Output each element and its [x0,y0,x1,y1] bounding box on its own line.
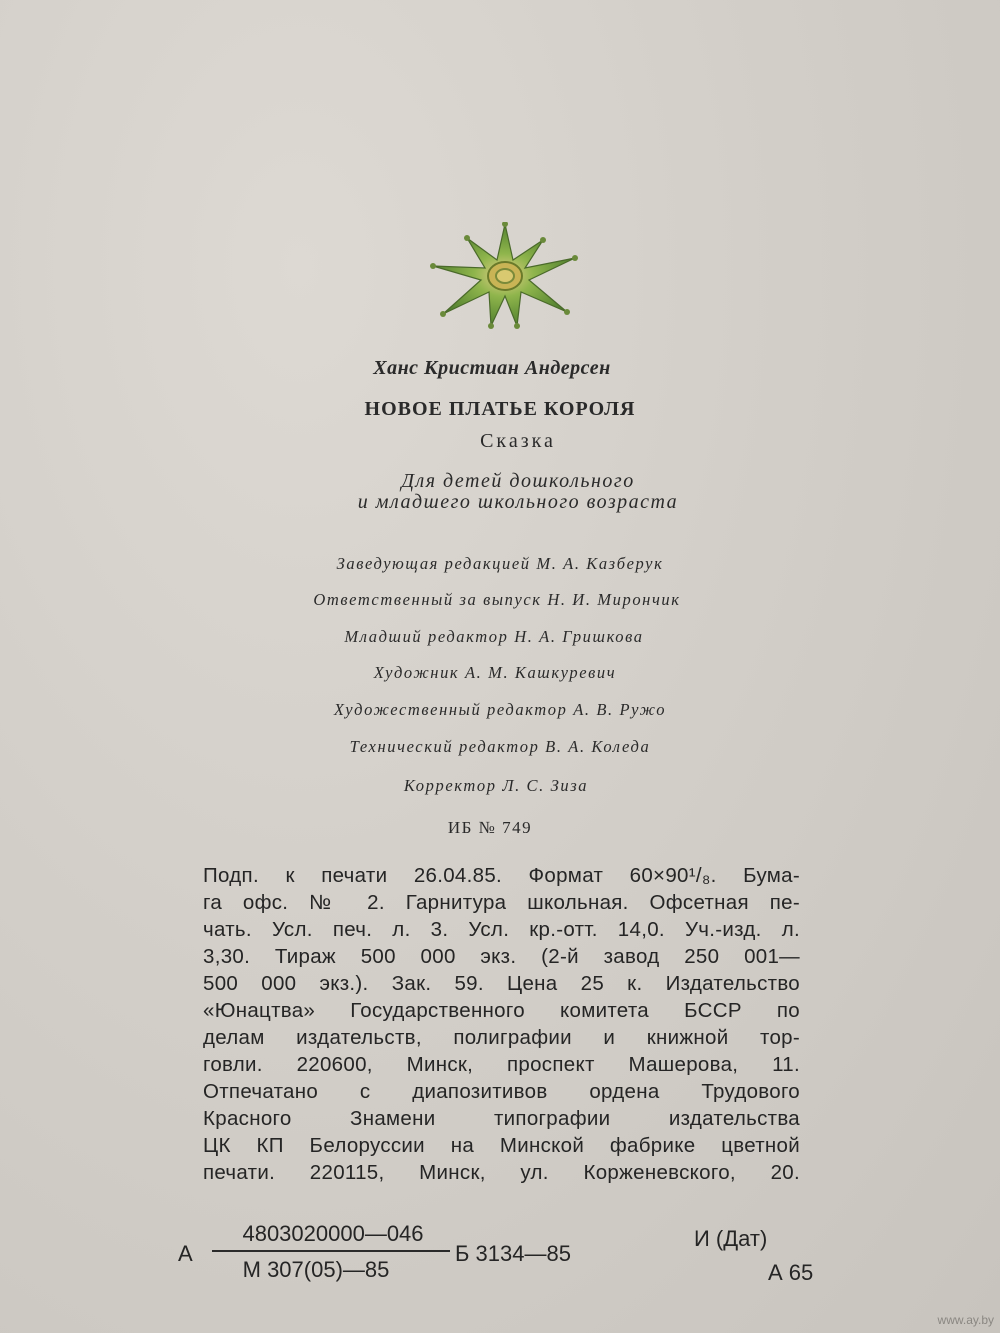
classification-subindex: А 65 [768,1260,814,1285]
imprint-line: Подп. к печати 26.04.85. Формат 60×90¹/₈. Бума- [203,864,800,887]
author-name: Ханс Кристиан Андерсен [373,357,611,379]
credit-line: Художественный редактор А. В. Ружо [333,700,667,719]
audience-line: и младшего школьного возраста [357,491,679,513]
classification-fraction [212,1220,450,1284]
imprint-line: Красного Знамени типографии издательства [203,1107,800,1130]
fraction-bar [212,1250,450,1252]
star-ornament-icon [425,222,585,332]
imprint-block [203,862,800,1186]
credit-line: Технический редактор В. А. Коледа [349,737,651,756]
imprint-line: делам издательств, полиграфии и книжной тор- [203,1026,800,1049]
classification-code: Б 3134—85 [455,1241,571,1266]
imprint-line: 3,30. Тираж 500 000 экз. (2-й завод 250 001— [203,945,800,968]
audience-line: Для детей дошкольного [401,470,635,492]
credit-line: Заведующая редакцией М. А. Казберук [336,554,664,573]
classification-letter: А [178,1241,193,1266]
classification-numerator: 4803020000—046 [242,1221,424,1246]
imprint-line: говли. 220600, Минск, проспект Машерова, 11. [203,1053,800,1076]
book-genre: Сказка [480,430,556,452]
credit-line: Младший редактор Н. А. Гришкова [344,627,644,646]
credit-line: Ответственный за выпуск Н. И. Мирончик [313,590,681,609]
imprint-line: «Юнацтва» Государственного комитета БССР по [203,999,800,1022]
book-title: НОВОЕ ПЛАТЬЕ КОРОЛЯ [364,398,636,420]
classification-index: И (Дат) [694,1226,768,1251]
imprint-line: Отпечатано с диапозитивов ордена Трудового [203,1080,800,1103]
imprint-line: га офс. № 2. Гарнитура школьная. Офсетная пе- [203,891,800,914]
imprint-line: чать. Усл. печ. л. 3. Усл. кр.-отт. 14,0. Уч.-изд. л. [203,918,800,941]
site-watermark: www.ay.by [937,1313,994,1327]
credit-line: Корректор Л. С. Зиза [403,776,589,795]
imprint-line: 500 000 экз.). Зак. 59. Цена 25 к. Издательство [203,972,800,995]
imprint-line: печати. 220115, Минск, ул. Корженевского, 20. [203,1161,800,1184]
ib-number: ИБ № 749 [447,818,533,837]
classification-denominator: М 307(05)—85 [242,1257,390,1282]
credit-line: Художник А. М. Кашкуревич [373,663,617,682]
imprint-line: ЦК КП Белоруссии на Минской фабрике цветной [203,1134,800,1157]
